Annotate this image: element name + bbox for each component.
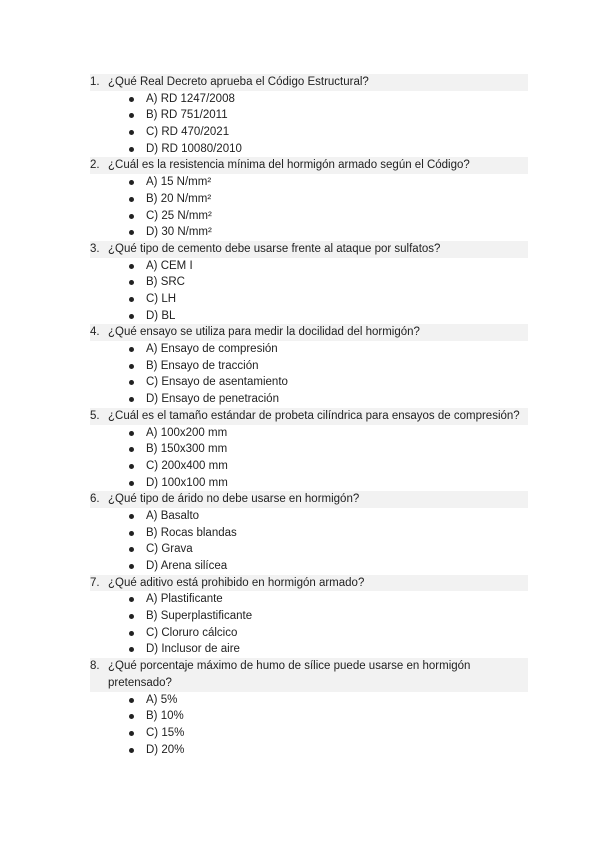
- option-item: [90, 708, 528, 725]
- option-item: [90, 208, 528, 225]
- question-heading: [90, 658, 528, 691]
- bullet-icon: [129, 447, 134, 452]
- question-text: ¿Qué ensayo se utiliza para medir la docilidad del hormigón?: [108, 326, 420, 339]
- option-text: C) 25 N/mm²: [146, 209, 212, 222]
- bullet-icon: [129, 197, 134, 202]
- bullet-icon: [129, 180, 134, 185]
- option-list: [90, 174, 528, 241]
- bullet-icon: [129, 214, 134, 219]
- bullet-icon: [129, 380, 134, 385]
- option-item: [90, 641, 528, 658]
- option-item: [90, 374, 528, 391]
- question-item: [90, 491, 528, 574]
- option-item: [90, 742, 528, 759]
- bullet-icon: [129, 647, 134, 652]
- option-item: [90, 308, 528, 325]
- bullet-icon: [129, 597, 134, 602]
- question-text: ¿Cuál es el tamaño estándar de probeta cilíndrica para ensayos de compresión?: [108, 409, 520, 422]
- bullet-icon: [129, 297, 134, 302]
- option-item: [90, 458, 528, 475]
- question-number: 8.: [90, 660, 100, 673]
- option-text: D) Arena silícea: [146, 560, 228, 573]
- question-list: [90, 74, 528, 758]
- question-number: 7.: [90, 576, 100, 589]
- question-item: [90, 658, 528, 758]
- option-text: D) RD 10080/2010: [146, 142, 242, 155]
- option-text: C) LH: [146, 292, 177, 305]
- option-list: [90, 341, 528, 408]
- option-text: D) Ensayo de penetración: [146, 393, 279, 406]
- option-text: D) 100x100 mm: [146, 476, 228, 489]
- option-text: A) 100x200 mm: [146, 426, 228, 439]
- bullet-icon: [129, 698, 134, 703]
- question-text: ¿Qué Real Decreto aprueba el Código Estructural?: [108, 76, 369, 88]
- option-list: [90, 425, 528, 492]
- question-text: ¿Cuál es la resistencia mínima del hormigón armado según el Código?: [108, 159, 470, 172]
- question-text: ¿Qué tipo de cemento debe usarse frente al ataque por sulfatos?: [108, 242, 441, 255]
- option-text: C) 200x400 mm: [146, 459, 228, 472]
- bullet-icon: [129, 547, 134, 552]
- bullet-icon: [129, 531, 134, 536]
- question-item: [90, 157, 528, 240]
- option-item: [90, 358, 528, 375]
- option-item: [90, 692, 528, 709]
- question-number: 6.: [90, 493, 100, 506]
- option-item: [90, 91, 528, 108]
- option-item: [90, 508, 528, 525]
- option-item: [90, 291, 528, 308]
- option-text: B) Superplastificante: [146, 610, 253, 623]
- option-item: [90, 391, 528, 408]
- option-text: D) 30 N/mm²: [146, 226, 212, 239]
- option-text: A) 5%: [146, 693, 178, 706]
- bullet-icon: [129, 130, 134, 135]
- option-text: D) Inclusor de aire: [146, 643, 240, 656]
- option-item: [90, 541, 528, 558]
- option-text: D) BL: [146, 309, 176, 322]
- option-item: [90, 191, 528, 208]
- bullet-icon: [129, 347, 134, 352]
- option-item: [90, 341, 528, 358]
- bullet-icon: [129, 481, 134, 486]
- bullet-icon: [129, 714, 134, 719]
- option-text: B) Ensayo de tracción: [146, 359, 259, 372]
- option-item: [90, 107, 528, 124]
- question-heading: [90, 324, 528, 341]
- option-text: C) 15%: [146, 726, 185, 739]
- bullet-icon: [129, 113, 134, 118]
- question-heading: [90, 491, 528, 508]
- question-item: [90, 408, 528, 491]
- bullet-icon: [129, 230, 134, 235]
- option-text: B) 150x300 mm: [146, 443, 228, 456]
- option-text: B) 20 N/mm²: [146, 192, 212, 205]
- question-number: 1.: [90, 76, 100, 88]
- option-item: [90, 608, 528, 625]
- option-item: [90, 725, 528, 742]
- option-list: [90, 508, 528, 575]
- question-heading: [90, 241, 528, 258]
- bullet-icon: [129, 147, 134, 152]
- option-text: B) SRC: [146, 276, 185, 289]
- option-list: [90, 692, 528, 759]
- option-list: [90, 258, 528, 325]
- question-number: 3.: [90, 242, 100, 255]
- bullet-icon: [129, 97, 134, 102]
- option-text: D) 20%: [146, 743, 185, 756]
- option-text: C) Grava: [146, 543, 193, 556]
- option-item: [90, 558, 528, 575]
- option-text: A) Basalto: [146, 509, 200, 522]
- question-text: ¿Qué porcentaje máximo de humo de sílice puede usarse en hormigón pretensado?: [108, 660, 471, 689]
- option-list: [90, 91, 528, 158]
- bullet-icon: [129, 280, 134, 285]
- question-number: 5.: [90, 409, 100, 422]
- question-number: 2.: [90, 159, 100, 172]
- question-heading: [90, 575, 528, 592]
- question-item: [90, 241, 528, 324]
- option-item: [90, 425, 528, 442]
- option-item: [90, 591, 528, 608]
- bullet-icon: [129, 564, 134, 569]
- option-item: [90, 174, 528, 191]
- option-text: C) RD 470/2021: [146, 126, 230, 139]
- option-text: C) Ensayo de asentamiento: [146, 376, 288, 389]
- option-text: B) 10%: [146, 710, 184, 723]
- question-heading: [90, 157, 528, 174]
- bullet-icon: [129, 397, 134, 402]
- option-item: [90, 274, 528, 291]
- option-text: C) Cloruro cálcico: [146, 626, 238, 639]
- option-text: A) Plastificante: [146, 593, 223, 606]
- bullet-icon: [129, 314, 134, 319]
- option-list: [90, 591, 528, 658]
- question-text: ¿Qué aditivo está prohibido en hormigón armado?: [108, 576, 365, 589]
- bullet-icon: [129, 364, 134, 369]
- bullet-icon: [129, 748, 134, 753]
- bullet-icon: [129, 731, 134, 736]
- option-text: A) RD 1247/2008: [146, 92, 235, 105]
- question-heading: [90, 74, 528, 91]
- question-text: ¿Qué tipo de árido no debe usarse en hormigón?: [108, 493, 360, 506]
- option-item: [90, 124, 528, 141]
- bullet-icon: [129, 431, 134, 436]
- option-item: [90, 475, 528, 492]
- option-text: A) Ensayo de compresión: [146, 343, 278, 356]
- question-item: [90, 74, 528, 157]
- option-item: [90, 625, 528, 642]
- option-item: [90, 441, 528, 458]
- bullet-icon: [129, 264, 134, 269]
- question-item: [90, 324, 528, 407]
- option-text: A) 15 N/mm²: [146, 176, 212, 189]
- question-number: 4.: [90, 326, 100, 339]
- bullet-icon: [129, 614, 134, 619]
- option-item: [90, 224, 528, 241]
- option-item: [90, 141, 528, 158]
- question-item: [90, 575, 528, 658]
- option-item: [90, 525, 528, 542]
- bullet-icon: [129, 631, 134, 636]
- bullet-icon: [129, 514, 134, 519]
- option-text: B) RD 751/2011: [146, 109, 228, 122]
- question-heading: [90, 408, 528, 425]
- option-text: B) Rocas blandas: [146, 526, 237, 539]
- option-text: A) CEM I: [146, 259, 193, 272]
- option-item: [90, 258, 528, 275]
- bullet-icon: [129, 464, 134, 469]
